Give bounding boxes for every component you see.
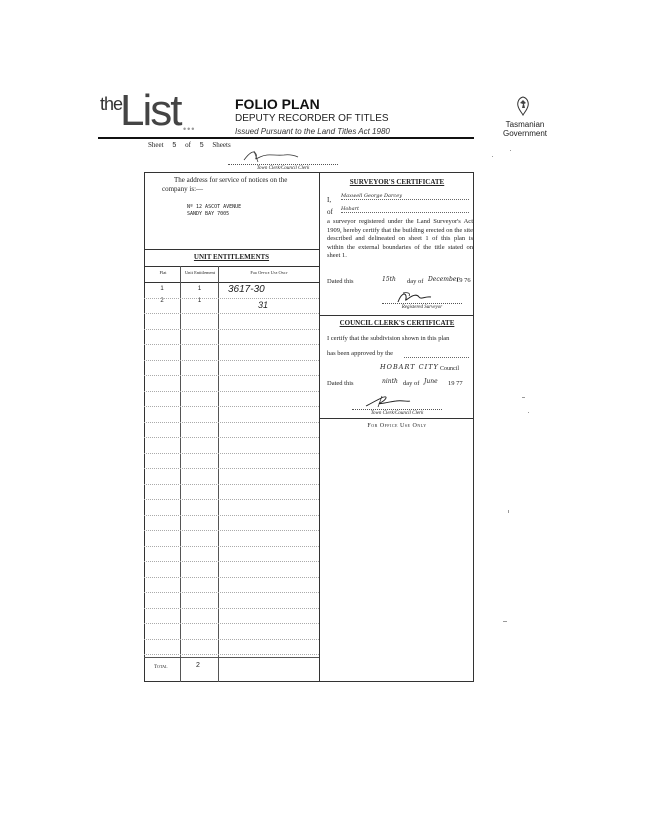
table-row-line (144, 375, 319, 377)
total-rule (144, 657, 319, 658)
row-2-entitlement: 1 (197, 298, 202, 304)
council-section-top-rule (319, 315, 474, 316)
gov-line-1: Tasmanian (505, 120, 545, 129)
sheet-of-label: of (185, 141, 191, 149)
total-label: Total (154, 665, 168, 670)
government-label (500, 120, 550, 138)
logo-list-text: List (120, 86, 181, 135)
total-value: 2 (196, 662, 200, 669)
council-certificate-body-1: I certify that the subdivision shown in this plan (327, 335, 450, 342)
surveyor-month: December (428, 276, 460, 283)
sheet-indicator (148, 141, 231, 149)
tasmanian-emblem-icon (514, 96, 532, 116)
unit-entitlements-header-bottom-rule (144, 282, 319, 283)
table-row-line (144, 422, 319, 424)
table-row-line (144, 546, 319, 548)
surveyor-certificate-body: a surveyor registered under the Land Surveyor's Act 1909, hereby certify that the building erected on the site described and delineated on sheet 1 of this plan is within the external boundaries of the title stated on sheet 1. (327, 218, 473, 260)
surveyor-place: Hobart (341, 206, 469, 213)
page-title: FOLIO PLAN (235, 96, 320, 112)
scan-speck (510, 150, 511, 151)
table-row-line (144, 468, 319, 470)
council-label: Council (440, 366, 459, 372)
council-certificate-title: COUNCIL CLERK'S CERTIFICATE (339, 319, 455, 327)
table-row-line (144, 313, 319, 315)
table-row-line (144, 608, 319, 610)
table-row-line (144, 391, 319, 393)
unit-entitlements-title: UNIT ENTITLEMENTS (193, 253, 270, 261)
table-row-line (144, 437, 319, 439)
unit-entitlements-header-rule (144, 266, 319, 267)
address-line-1: Nº 12 ASCOT AVENUE (187, 204, 242, 210)
surveyor-i-label: I, (327, 196, 332, 204)
surveyor-year: 19 76 (456, 277, 471, 284)
surveyor-name: Maxwell George Darcey (341, 193, 469, 200)
surveyor-certificate-title: SURVEYOR'S CERTIFICATE (349, 178, 445, 186)
table-row-line (144, 453, 319, 455)
address-line-2: SANDY BAY 7005 (187, 211, 230, 217)
unit-entitlements-top-rule (144, 249, 319, 250)
header-rule (98, 137, 474, 139)
sheet-label: Sheet (148, 141, 164, 149)
table-row-line (144, 515, 319, 517)
sheets-label: Sheets (212, 141, 231, 149)
council-clerk-signature-icon (362, 394, 412, 408)
gov-line-2: Government (502, 129, 548, 138)
council-dated-label: Dated this (327, 380, 354, 387)
logo-the-text: the (100, 94, 123, 114)
sheet-clerk-label: Town Clerk/Council Clerk (228, 164, 338, 171)
council-month: June (424, 378, 438, 385)
office-use-label: For Office Use Only (367, 423, 427, 429)
sheet-number: 5 (172, 142, 177, 149)
table-row-line (144, 329, 319, 331)
column-header-flat: Flat (159, 270, 167, 275)
scan-speck (503, 621, 507, 622)
surveyor-day-of-label: day of (407, 278, 424, 285)
scan-speck (508, 510, 509, 513)
logo-dots: ••• (183, 124, 196, 134)
table-row-line (144, 360, 319, 362)
scan-speck (492, 156, 493, 157)
row-2-office: 31 (258, 300, 269, 310)
council-certificate-body-2: has been approved by the (327, 350, 394, 357)
council-day-of-label: day of (403, 380, 420, 387)
table-row-line (144, 530, 319, 532)
surveyor-of-label: of (327, 208, 333, 216)
issued-statement: Issued Pursuant to the Land Titles Act 1980 (235, 127, 390, 136)
council-clerk-label: Town Clerk/Council Clerk (352, 409, 442, 416)
scan-speck (528, 412, 529, 413)
scan-speck (522, 397, 525, 398)
table-row-line (144, 344, 319, 346)
sheet-total: 5 (199, 142, 204, 149)
table-row-line (144, 654, 319, 656)
row-2-flat: 2 (160, 298, 164, 304)
table-row-line (144, 499, 319, 501)
table-row-line (144, 484, 319, 486)
table-row-line (144, 577, 319, 579)
row-1-entitlement: 1 (197, 286, 202, 292)
surveyor-dated-label: Dated this (327, 278, 354, 285)
council-section-bottom-rule (319, 418, 474, 419)
surveyor-day: 15th (382, 276, 396, 283)
table-row-line (144, 561, 319, 563)
table-row-line (144, 623, 319, 625)
column-header-unit-entitlement: Unit Entitlement (184, 270, 216, 275)
table-row-line (144, 406, 319, 408)
address-label: The address for service of notices on the company is:— (162, 176, 288, 193)
registered-surveyor-label: Registered Surveyor (382, 303, 462, 310)
table-row-line (144, 298, 319, 300)
surveyor-signature-icon (395, 290, 435, 304)
clerk-signature-icon (240, 148, 300, 164)
table-row-line (144, 639, 319, 641)
table-row-line (144, 592, 319, 594)
row-1-flat: 1 (160, 286, 164, 292)
council-city: HOBART CITY (380, 363, 439, 371)
page-subtitle: DEPUTY RECORDER OF TITLES (235, 113, 389, 124)
council-approver-dotted-line (404, 357, 469, 358)
row-1-office: 3617-30 (228, 284, 265, 295)
council-year: 19 77 (448, 380, 463, 387)
council-day: ninth (382, 378, 398, 385)
column-header-office-use: For Office Use Only (250, 270, 288, 275)
